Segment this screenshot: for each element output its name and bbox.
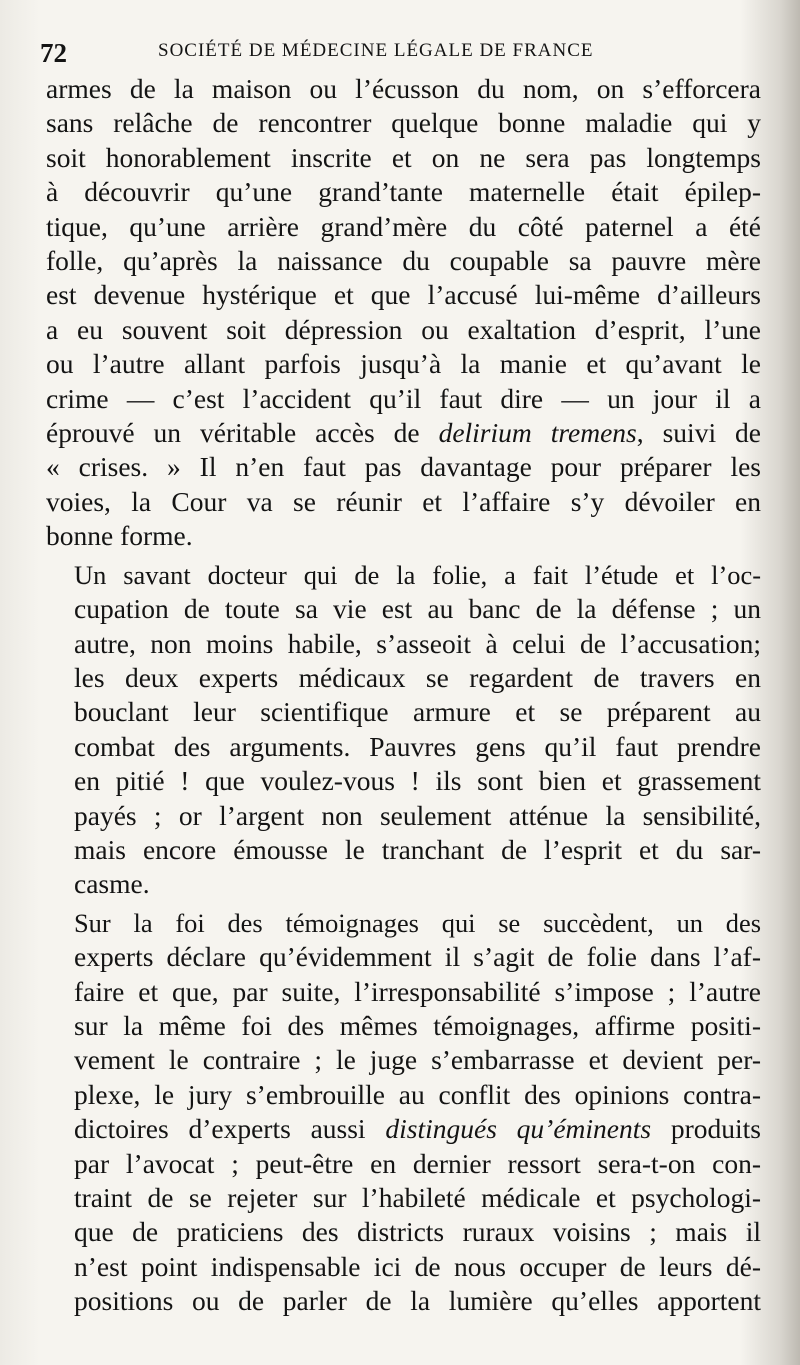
body-text bbox=[46, 72, 761, 1319]
text-line-italic-phrase bbox=[46, 1112, 761, 1146]
text-line: « crises. » Il n’en faut pas davantage pour préparer les bbox=[46, 451, 761, 483]
text-line: faire et que, par suite, l’irresponsabilité s’impose ; l’autre bbox=[74, 975, 761, 1007]
text-line: que de praticiens des districts ruraux voisins ; mais il bbox=[74, 1216, 761, 1248]
text-line: tique, qu’une arrière grand’mère du côté paternel a été bbox=[46, 210, 761, 242]
text-line: sans relâche de rencontrer quelque bonne maladie qui y bbox=[46, 107, 761, 139]
text-line: crime — c’est l’accident qu’il faut dire — un jour il a bbox=[46, 382, 761, 414]
text-line-italic-phrase bbox=[46, 416, 761, 450]
text-line: est devenue hystérique et que l’accusé lui-même d’ailleurs bbox=[46, 279, 761, 311]
italic-phrase: delirium tremens bbox=[438, 417, 637, 449]
text-run: produits bbox=[651, 1113, 762, 1145]
text-line: a eu souvent soit dépression ou exaltation d’esprit, l’une bbox=[46, 313, 761, 345]
text-line: autre, non moins habile, s’asseoit à celui de l’accusation; bbox=[74, 627, 761, 659]
text-line: combat des arguments. Pauvres gens qu’il faut prendre bbox=[74, 730, 761, 762]
paragraph-3 bbox=[46, 906, 761, 1319]
text-line: bouclant leur scientifique armure et se préparent au bbox=[74, 696, 761, 728]
text-line: soit honorablement inscrite et on ne sera pas longtemps bbox=[46, 141, 761, 173]
text-line: sur la même foi des mêmes témoignages, affirme positi- bbox=[74, 1009, 761, 1041]
text-line: mais encore émousse le tranchant de l’esprit et du sar- bbox=[74, 833, 761, 865]
paragraph-2 bbox=[46, 558, 761, 902]
text-line: voies, la Cour va se réunir et l’affaire s’y dévoiler en bbox=[46, 485, 761, 517]
text-line: casme. bbox=[74, 868, 150, 900]
text-line: plexe, le jury s’embrouille au conflit des opinions contra- bbox=[74, 1078, 761, 1110]
text-line: les deux experts médicaux se regardent de travers en bbox=[74, 661, 761, 693]
text-line: positions ou de parler de la lumière qu’elles apportent bbox=[74, 1285, 761, 1317]
text-line: par l’avocat ; peut-être en dernier ressort sera-t-on con- bbox=[74, 1147, 761, 1179]
text-line: Un savant docteur qui de la folie, a fait l’étude et l’oc- bbox=[74, 559, 761, 590]
text-line: n’est point indispensable ici de nous occuper de leurs dé- bbox=[74, 1250, 761, 1282]
text-line: payés ; or l’argent non seulement atténue la sensibilité, bbox=[74, 799, 761, 831]
text-line: armes de la maison ou l’écusson du nom, on s’efforcera bbox=[46, 73, 761, 104]
text-line: vement le contraire ; le juge s’embarrasse et devient per- bbox=[74, 1044, 761, 1076]
text-line: traint de se rejeter sur l’habileté médicale et psychologi- bbox=[74, 1182, 761, 1213]
text-line: à découvrir qu’une grand’tante maternelle était épilep- bbox=[46, 176, 761, 208]
italic-phrase: distingués qu’éminents bbox=[385, 1113, 652, 1145]
text-run: dictoires d’experts aussi bbox=[74, 1113, 386, 1145]
text-line: bonne forme. bbox=[46, 520, 193, 552]
text-line: ou l’autre allant parfois jusqu’à la manie et qu’avant le bbox=[46, 348, 761, 380]
text-run: , suivi de bbox=[636, 417, 762, 449]
text-line: experts déclare qu’évidemment il s’agit de folie dans l’af- bbox=[74, 941, 761, 973]
running-head: SOCIÉTÉ DE MÉDECINE LÉGALE DE FRANCE bbox=[158, 40, 594, 61]
page-header bbox=[40, 30, 760, 70]
text-run: éprouvé un véritable accès de bbox=[46, 417, 439, 449]
text-line: folle, qu’après la naissance du coupable sa pauvre mère bbox=[46, 245, 761, 277]
text-line: Sur la foi des témoignages qui se succèdent, un des bbox=[74, 907, 761, 938]
text-line: cupation de toute sa vie est au banc de la défense ; un bbox=[74, 593, 761, 625]
paragraph-1 bbox=[46, 72, 761, 554]
page-number: 72 bbox=[40, 38, 67, 68]
text-line: en pitié ! que voulez-vous ! ils sont bien et grassement bbox=[74, 765, 761, 797]
